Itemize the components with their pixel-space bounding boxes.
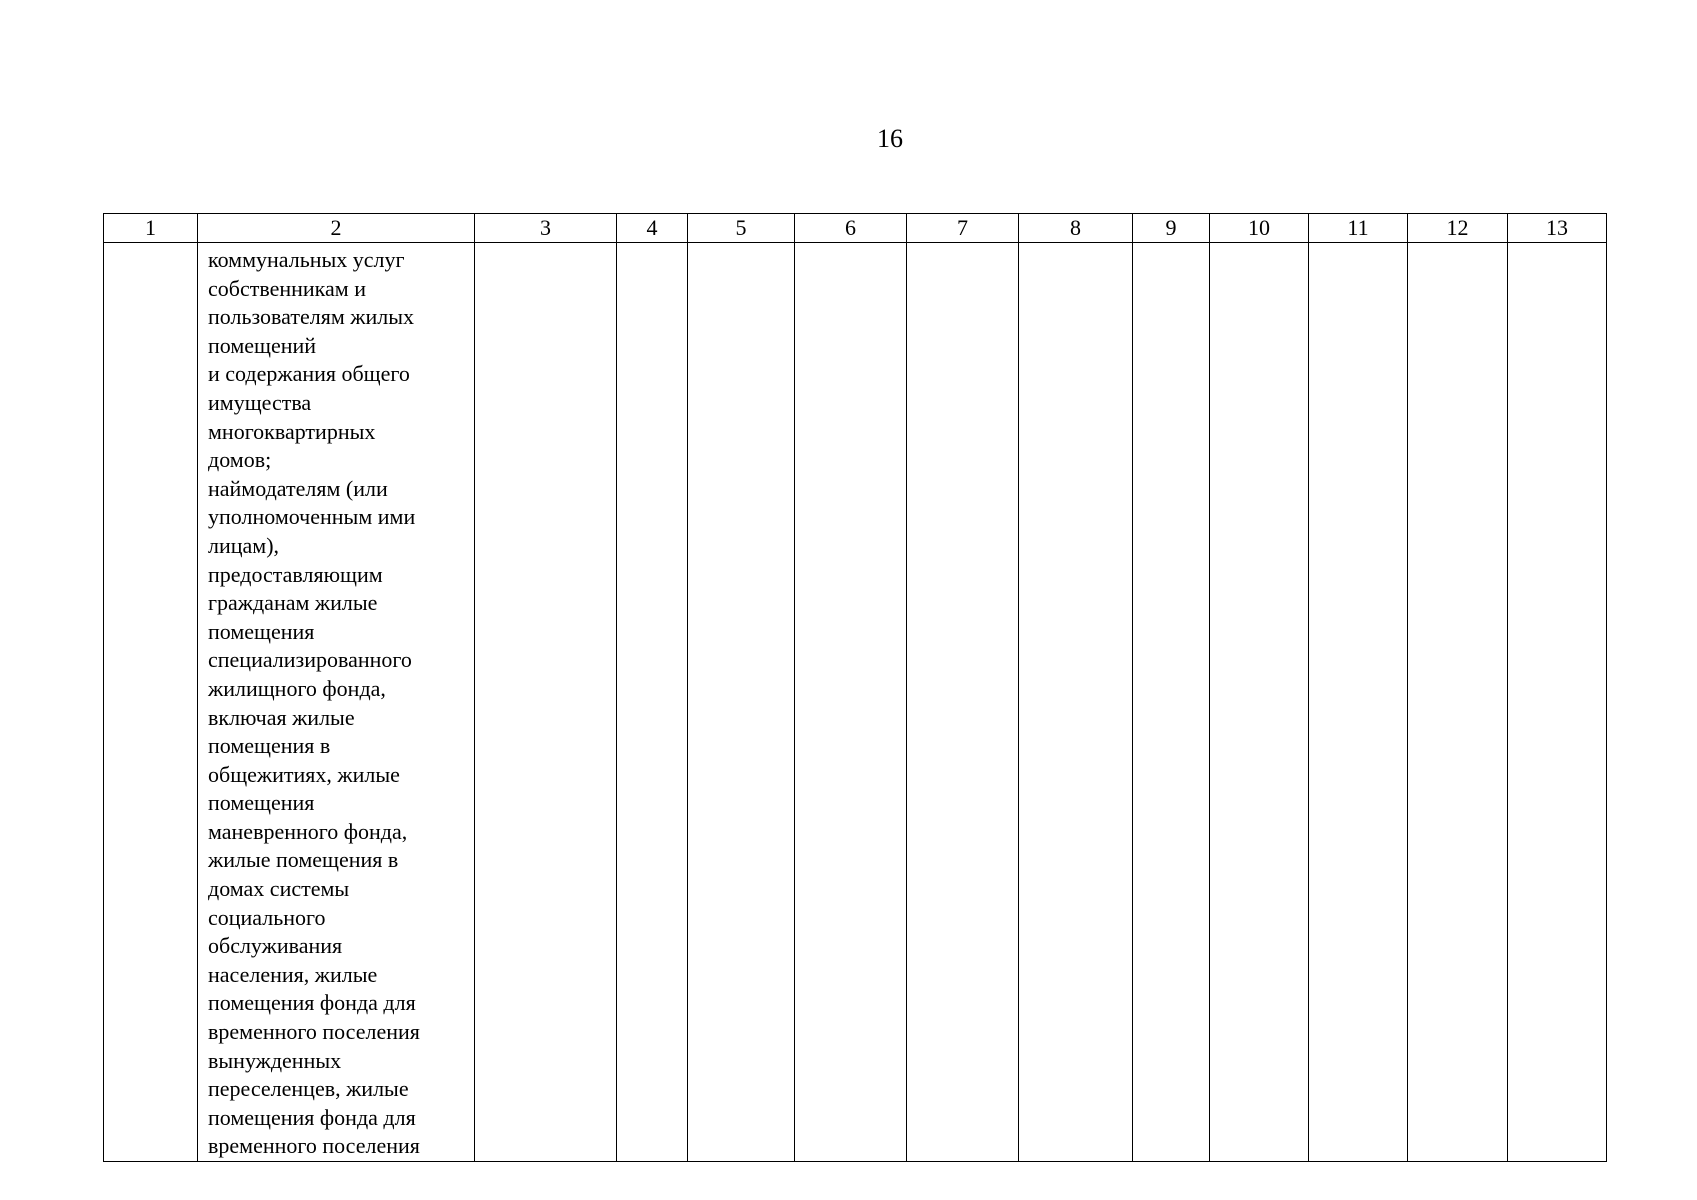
column-header-6: 6 bbox=[795, 214, 907, 243]
page-number: 16 bbox=[877, 124, 903, 153]
column-header-7: 7 bbox=[907, 214, 1019, 243]
column-header-8: 8 bbox=[1019, 214, 1133, 243]
cell-col-5 bbox=[688, 243, 795, 1162]
cell-col-13 bbox=[1508, 243, 1607, 1162]
column-header-9: 9 bbox=[1133, 214, 1210, 243]
column-header-13: 13 bbox=[1508, 214, 1607, 243]
data-table bbox=[103, 213, 1607, 1162]
column-header-4: 4 bbox=[617, 214, 688, 243]
cell-col-2-text: коммунальных услуг собственникам и пользователям жилых помещений и содержания общего имущества многоквартирных домов; наймодателям (или уполномоченным ими лицам), предоставляющим гражданам жилые помещения специализированного жилищного фонда, включая жилые помещения в общежитиях, жилые помещения маневренного фонда, жилые помещения в домах системы социального обслуживания населения, жилые помещения фонда для временного поселения вынужденных переселенцев, жилые помещения фонда для временного поселения bbox=[208, 247, 420, 1159]
column-header-12: 12 bbox=[1408, 214, 1508, 243]
column-header-3: 3 bbox=[475, 214, 617, 243]
cell-col-4 bbox=[617, 243, 688, 1162]
column-header-10: 10 bbox=[1210, 214, 1309, 243]
column-header-5: 5 bbox=[688, 214, 795, 243]
cell-col-9 bbox=[1133, 243, 1210, 1162]
cell-col-6 bbox=[795, 243, 907, 1162]
cell-col-2 bbox=[198, 243, 475, 1162]
cell-col-1 bbox=[104, 243, 198, 1162]
cell-col-8 bbox=[1019, 243, 1133, 1162]
cell-col-10 bbox=[1210, 243, 1309, 1162]
cell-col-11 bbox=[1309, 243, 1408, 1162]
column-header-2: 2 bbox=[198, 214, 475, 243]
cell-col-3 bbox=[475, 243, 617, 1162]
table-row bbox=[104, 243, 1607, 1162]
header-row bbox=[104, 214, 1607, 243]
cell-col-7 bbox=[907, 243, 1019, 1162]
column-header-1: 1 bbox=[104, 214, 198, 243]
column-header-11: 11 bbox=[1309, 214, 1408, 243]
cell-col-12 bbox=[1408, 243, 1508, 1162]
